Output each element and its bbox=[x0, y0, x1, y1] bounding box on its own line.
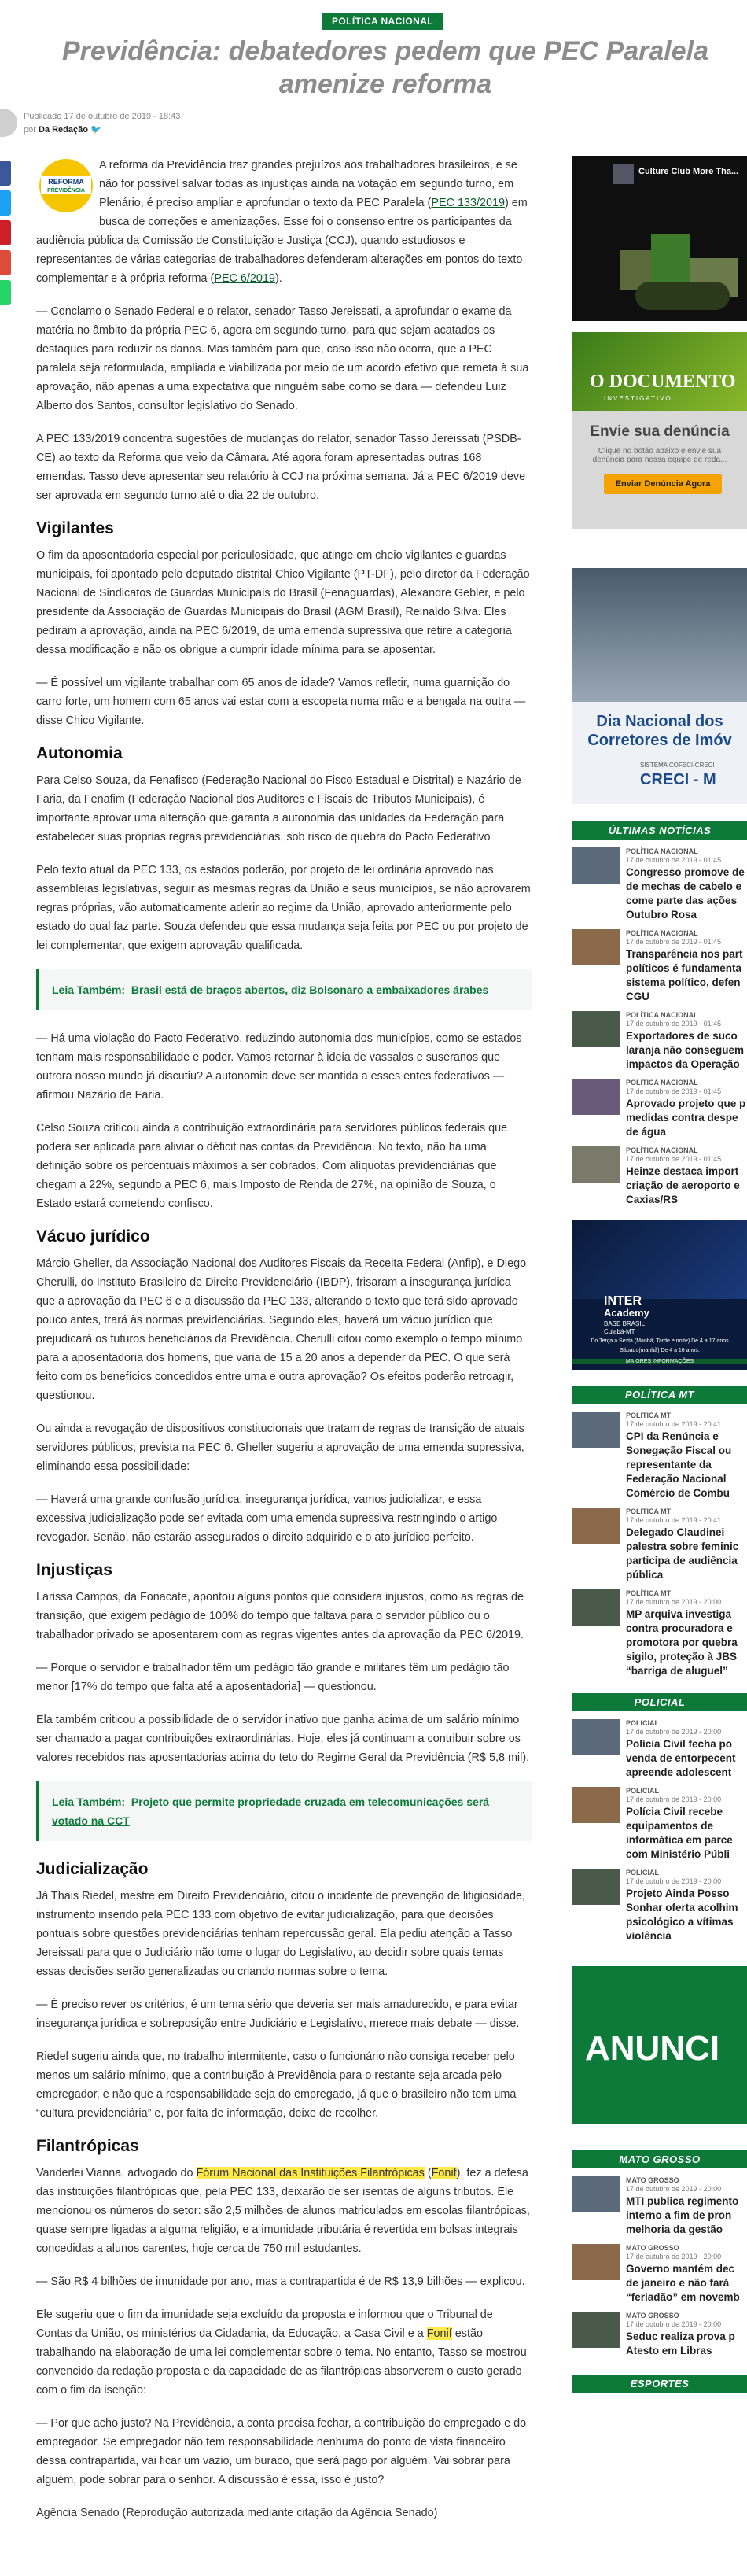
news-headline[interactable]: sigilo, proteção à JBS bbox=[626, 1651, 738, 1663]
highlight-fonif-name: Fórum Nacional das Instituições Filantrópicas bbox=[196, 2167, 425, 2179]
news-headline[interactable]: de janeiro e não fará bbox=[626, 2277, 730, 2289]
text: Vanderlei Vianna, advogado do bbox=[36, 2167, 197, 2179]
news-thumbnail[interactable] bbox=[572, 1146, 620, 1183]
news-headline[interactable]: Sonegação Fiscal ou bbox=[626, 1445, 732, 1456]
news-thumbnail[interactable] bbox=[572, 929, 620, 965]
highlight-fonif: Fonif bbox=[431, 2167, 457, 2179]
paragraph: Larissa Campos, da Fonacate, apontou alguns pontos que considera injustos, como as regras de transição, que exigem pedágio de 100% do tempo que faltava para o servidor público ou o trabalhador privado se aposentarem com as regras vigentes antes da aprovação da PEC 6/2019. bbox=[36, 1591, 524, 1641]
news-headline[interactable]: Heinze destaca import bbox=[626, 1165, 739, 1177]
highlight-fonif: Fonif bbox=[426, 2327, 452, 2340]
creci-ad[interactable] bbox=[572, 568, 747, 804]
paragraph: — Conclamo o Senado Federal e o relator, senador Tasso Jereissati, a aprofundar o exame da matéria no âmbito da própria PEC 6, agora em segundo turno, para que sejam acatados os destaques para reduzir os danos. Mas também para que, caso isso não ocorra, que a PEC paralela seja reformulada, ampliada e viabilizada por meio de um acordo efetivo que remeta à sua aprovação, não apenas a uma expectativa que ninguém sabe como se dará — defendeu Luiz Alberto dos Santos, consultor legislativo do Senado. bbox=[36, 305, 529, 412]
news-headline[interactable]: contra procuradora e bbox=[626, 1622, 733, 1634]
ad-base: BASE BRASIL bbox=[604, 1320, 646, 1327]
news-thumbnail[interactable] bbox=[572, 1011, 620, 1047]
paragraph: Já Thais Riedel, mestre em Direito Previdenciário, citou o incidente de prevenção de litigiosidade, instrumento inserido pela PEC 133 com objetivo de evitar judicialização, para que decisões pontuais sobre questões previdenciárias tenham repercussão geral. Ela pediu atenção a Tasso Jereissati para que o Judiciário não tome o lugar do Legislativo, ao decidir sobre quais temas essas decisões serão generalizadas ou criando normas sobre o tema. bbox=[36, 1890, 526, 1978]
publish-date: Publicado 17 de outubro de 2019 - 18:43 bbox=[24, 111, 181, 121]
news-headline[interactable]: criação de aeroporto e bbox=[626, 1179, 740, 1191]
channel-name: Culture Club More Tha... bbox=[638, 167, 739, 176]
news-item[interactable] bbox=[572, 2176, 747, 2236]
news-headline[interactable]: come parte das ações bbox=[626, 895, 738, 906]
news-meta bbox=[626, 1589, 738, 1677]
article-body bbox=[36, 156, 532, 2537]
paragraph: O fim da aposentadoria especial por periculosidade, que atinge em cheio vigilantes e guardas municipais, foi apontado pelo deputado distrital Chico Vigilante (PT-DF), pelo diretor da Federação Nacional de Sindicatos de Guardas Municipais do Brasil (Fenaguardas), Alexandre Gebler, e pelo presidente da Associação de Guardas Municipais do Brasil (AGM Brasil), Reinaldo Silva. Eles pediram a aprovação, ainda na PEC 6/2019, de uma emenda supressiva que retire a categoria dessa modificação e não os obrigue a cumprir idade mínima para se aposentar. bbox=[36, 549, 530, 656]
svg-text:PREVIDÊNCIA: PREVIDÊNCIA bbox=[47, 188, 85, 194]
ad-title: Envie sua denúncia bbox=[590, 423, 730, 440]
news-headline[interactable]: de água bbox=[626, 1126, 667, 1138]
read-also-link[interactable]: Brasil está de braços abertos, diz Bolsonaro a embaixadores árabes bbox=[131, 984, 489, 996]
news-item[interactable] bbox=[572, 1787, 747, 1861]
byline-prefix: por bbox=[24, 124, 36, 135]
news-headline[interactable]: Transparência nos part bbox=[626, 948, 743, 960]
pec-133-link[interactable]: PEC 133/2019 bbox=[431, 197, 505, 209]
news-thumbnail[interactable] bbox=[572, 2312, 620, 2348]
news-meta bbox=[626, 2312, 735, 2357]
source-credit: Agência Senado (Reprodução autorizada mediante citação da Agência Senado) bbox=[36, 2507, 438, 2519]
news-thumbnail[interactable] bbox=[572, 1787, 620, 1823]
news-meta bbox=[626, 929, 743, 1003]
news-category: POLÍTICA NACIONAL bbox=[626, 929, 698, 937]
whatsapp-share-icon[interactable] bbox=[0, 280, 11, 305]
news-headline[interactable]: apreende adolescent bbox=[626, 1766, 732, 1778]
news-item[interactable] bbox=[572, 1589, 747, 1677]
latest-news-header: ÚLTIMAS NOTÍCIAS bbox=[572, 821, 747, 840]
news-date: 17 de outubro de 2019 - 20:00 bbox=[626, 2253, 722, 2260]
news-meta bbox=[626, 1079, 745, 1139]
latest-news-list bbox=[572, 847, 747, 1206]
pinterest-share-icon[interactable] bbox=[0, 220, 11, 245]
news-headline[interactable]: com Ministério Públi bbox=[626, 1848, 730, 1860]
ad-title: INTER bbox=[604, 1294, 642, 1308]
news-headline[interactable]: medidas contra despe bbox=[626, 1112, 738, 1124]
news-item[interactable] bbox=[572, 2244, 747, 2304]
news-meta bbox=[626, 1787, 733, 1861]
ad-schedule: Do Terça a Sexta (Manhã, Tarde e noite) De 4 a 17 anos bbox=[591, 1338, 729, 1344]
ad-line-1: Dia Nacional dos bbox=[596, 713, 723, 730]
ad-schedule-2: Sábado(manhã) De 4 a 16 anos. bbox=[620, 1348, 700, 1353]
paragraph: Ela também criticou a possibilidade de o servidor inativo que ganha acima de um salário mínimo ser chamado a pagar contribuições extraordinárias. Hoje, eles já continuam a contribuir sobre os valores recebidos nas aposentadorias acima do teto do Regime Geral da Previdência (R$ 5,8 mil). bbox=[36, 1714, 530, 1764]
news-thumbnail[interactable] bbox=[572, 2176, 620, 2212]
twitter-icon[interactable]: 🐦 bbox=[90, 124, 101, 135]
text: ), fez a defesa das instituições filantrópicas que, pela PEC 133, deixarão de ser isentas de alguns tributos. Ele mencionou os números do setor: são 2,5 milhões de alunos matriculados em escolas filantrópicas, quase sempre ligadas a alguma religião, e a imunidade tributária é revertida em bolsas integrais concedidas a alunos carentes, hoje cerca de 750 mil estudantes. bbox=[36, 2167, 530, 2255]
play-icon[interactable] bbox=[635, 282, 730, 310]
news-item[interactable] bbox=[572, 1719, 747, 1779]
author-name[interactable]: Da Redação bbox=[38, 124, 88, 135]
news-headline[interactable]: Aprovado projeto que p bbox=[626, 1098, 746, 1109]
svg-text:REFORMA: REFORMA bbox=[48, 178, 84, 186]
inter-academy-ad[interactable] bbox=[572, 1220, 747, 1370]
esportes-header: ESPORTES bbox=[572, 2375, 747, 2393]
facebook-share-icon[interactable] bbox=[0, 161, 11, 186]
news-date: 17 de outubro de 2019 - 20:00 bbox=[626, 1795, 722, 1803]
news-item[interactable] bbox=[572, 1869, 747, 1943]
news-item[interactable] bbox=[572, 2312, 747, 2357]
news-date: 17 de outubro de 2019 - 20:00 bbox=[626, 2320, 722, 2328]
paragraph: — Por que acho justo? Na Previdência, a conta precisa fechar, a contribuição do empregado e do empregador. Se empregador não tem responsabilidade nenhuma do ponto de vista financeiro dessa contrapartida, vai ficar um vazio, um buraco, que será pago por alguém. Vai sobrar para alguém, pode sobrar para o senhor. A discussão é essa, isso é justo? bbox=[36, 2417, 527, 2486]
google-share-icon[interactable] bbox=[0, 250, 11, 275]
news-item[interactable] bbox=[572, 1146, 747, 1206]
news-meta bbox=[626, 1869, 738, 1943]
news-category: POLICIAL bbox=[626, 1787, 659, 1795]
news-headline[interactable]: políticos é fundamenta bbox=[626, 962, 742, 974]
pec-6-link[interactable]: PEC 6/2019 bbox=[214, 272, 275, 285]
news-headline[interactable]: violência bbox=[626, 1930, 672, 1942]
ad-sub: SISTEMA COFECI-CRECI bbox=[640, 762, 715, 769]
sidebar bbox=[572, 156, 747, 2393]
news-category: POLICIAL bbox=[626, 1719, 659, 1727]
news-thumbnail[interactable] bbox=[572, 1589, 620, 1626]
news-category: POLICIAL bbox=[626, 1869, 659, 1877]
news-headline[interactable]: MP arquiva investiga bbox=[626, 1608, 732, 1620]
news-headline[interactable]: palestra sobre feminic bbox=[626, 1541, 739, 1552]
intro-text-3: ). bbox=[274, 272, 282, 285]
news-category: MATO GROSSO bbox=[626, 2312, 679, 2320]
news-date: 17 de outubro de 2019 - 01:45 bbox=[626, 856, 722, 864]
intro-text-1: A reforma da Previdência traz grandes prejuízos aos trabalhadores brasileiros, e se não for possível salvar todas as injustiças ainda na votação em segundo turno, em Plenário, é preciso ampliar e aprofundar o texto da PEC Paralela ( bbox=[99, 159, 517, 209]
news-headline[interactable]: Polícia Civil recebe bbox=[626, 1806, 723, 1818]
reforma-logo bbox=[36, 156, 96, 216]
paragraph: — É preciso rever os critérios, é um tema sério que deveria ser mais amadurecido, e para evitar insegurança jurídica e sobreposição entre Judiciário e Legislativo, merece mais debate — disse. bbox=[36, 1998, 520, 2030]
channel-avatar bbox=[613, 164, 634, 184]
intro-paragraph bbox=[36, 156, 532, 288]
text: Ele sugeriu que o fim da imunidade seja excluído da proposta e informou que o Tribunal de Contas da União, os ministérios da Cidadania, da Educação, a Casa Civil e a bbox=[36, 2308, 493, 2340]
news-headline[interactable]: equipamentos de bbox=[626, 1820, 714, 1832]
ad-sub: Academy bbox=[604, 1307, 649, 1319]
section-heading-autonomia: Autonomia bbox=[36, 744, 123, 762]
politica-mt-header: POLÍTICA MT bbox=[572, 1386, 747, 1404]
share-bar bbox=[0, 161, 11, 310]
news-headline[interactable]: Sonhar oferta acolhim bbox=[626, 1902, 738, 1914]
video-ad[interactable] bbox=[572, 156, 747, 321]
read-also-box bbox=[36, 1781, 532, 1841]
news-meta bbox=[626, 1719, 736, 1779]
news-category: POLÍTICA MT bbox=[626, 1412, 672, 1419]
ad-place: Cuiabá-MT bbox=[604, 1328, 635, 1335]
paragraph bbox=[36, 2164, 532, 2258]
news-meta bbox=[626, 2244, 740, 2304]
news-headline[interactable]: melhoria da gestão bbox=[626, 2224, 723, 2235]
twitter-share-icon[interactable] bbox=[0, 190, 11, 216]
byline bbox=[24, 124, 180, 135]
text: ( bbox=[424, 2167, 432, 2179]
news-headline[interactable]: sistema político, defen bbox=[626, 976, 741, 988]
news-category: MATO GROSSO bbox=[626, 2244, 679, 2252]
intro-text-2: ) em busca de correções e amenizações. Esse foi o consenso entre os participantes da audiência pública da Comissão de Constituição e Justiça (CCJ), quando estudiosos e representantes de várias categorias de trabalhadores defenderam alterações em pontos do texto complementar e à própria reforma ( bbox=[36, 197, 528, 285]
news-date: 17 de outubro de 2019 - 20:00 bbox=[626, 1877, 722, 1885]
news-headline[interactable]: de mechas de cabelo e bbox=[626, 880, 742, 892]
news-item[interactable] bbox=[572, 929, 747, 1003]
paragraph: Márcio Gheller, da Associação Nacional dos Auditores Fiscais da Receita Federal (Anfip), e Diego Cherulli, do Instituto Brasileiro de Direito Previdenciário (IBDP), frisaram a insegurança jurídica que a aprovação da PEC 6 e a discussão da PEC 133, alterando o texto que terá sido aprovado pouco antes, trará às normas previdenciárias. Segundo eles, haverá um vácuo jurídico que prejudicará os futuros beneficiários da Previdência. Cherulli citou como exemplo o tempo mínimo para a aposentadoria dos homens, que varia de 15 a 20 anos a depender da PEC. O que será feito com os benefícios concedidos entre uma e outra aprovação? Os efeitos poderão retroagir, questionou. bbox=[36, 1257, 527, 1402]
category-badge[interactable]: POLÍTICA NACIONAL bbox=[322, 13, 443, 30]
news-thumbnail[interactable] bbox=[572, 1079, 620, 1115]
anuncie-ad[interactable] bbox=[572, 1966, 747, 2124]
ad-text: ANUNCI bbox=[585, 2029, 720, 2068]
news-headline[interactable]: promotora por quebra bbox=[626, 1637, 738, 1648]
news-thumbnail[interactable] bbox=[572, 1508, 620, 1544]
paragraph: Pelo texto atual da PEC 133, os estados poderão, por projeto de lei ordinária aprovado nas assembleias legislativas, seguir as mesmas regras da União e seus municípios, se não aprovarem regras próprias, vão automaticamente aderir ao regime da União, aprovado anteriormente pelo estado do qual faz parte. Souza defendeu que essa mudança seja feita por PEC ou por projeto de lei complementar, que exigem aprovação qualificada. bbox=[36, 864, 531, 952]
paragraph: Celso Souza criticou ainda a contribuição extraordinária para servidores públicos federais que poderá ser aplicada para aliviar o déficit nas contas da Previdência. No texto, não há uma definição sobre os percentuais máximos a ser cobrados. Com alíquotas previdenciárias que chegam a 22%, segundo a PEC 6, mais Imposto de Renda de 27%, na opinião de Souza, o Estado estará cometendo confisco. bbox=[36, 1122, 508, 1210]
section-heading-filantropicas: Filantrópicas bbox=[36, 2137, 139, 2155]
ad-info: MAIORES INFORMAÇÕES bbox=[572, 1359, 747, 1364]
ad-photo bbox=[572, 1220, 747, 1299]
send-denuncia-button[interactable]: Enviar Denúncia Agora bbox=[604, 474, 722, 494]
news-meta bbox=[626, 1508, 738, 1581]
news-category: POLÍTICA NACIONAL bbox=[626, 1011, 698, 1019]
news-headline[interactable]: Exportadores de suco bbox=[626, 1030, 738, 1042]
denuncia-ad[interactable] bbox=[572, 332, 747, 529]
news-headline[interactable]: impactos da Operação bbox=[626, 1058, 740, 1070]
news-headline[interactable]: Comércio de Combu bbox=[626, 1487, 730, 1499]
article-title: Previdência: debatedores pedem que PEC Paralela amenize reforma bbox=[62, 36, 708, 99]
news-headline[interactable]: psicológico a vítimas bbox=[626, 1916, 734, 1928]
article-meta bbox=[0, 109, 180, 137]
mato-grosso-list bbox=[572, 2176, 747, 2357]
news-meta bbox=[626, 1146, 740, 1206]
news-headline[interactable]: Governo mantém dec bbox=[626, 2263, 735, 2275]
news-item[interactable] bbox=[572, 1079, 747, 1139]
politica-mt-list bbox=[572, 1412, 747, 1677]
ad-line-2: Corretores de Imóv bbox=[587, 732, 732, 749]
news-headline[interactable]: interno a fim de pron bbox=[626, 2209, 732, 2221]
read-also-label: Leia Também: bbox=[52, 1795, 126, 1808]
news-category: MATO GROSSO bbox=[626, 2176, 679, 2184]
paragraph: — Porque o servidor e trabalhador têm um pedágio tão grande e militares têm um pedágio tão menor [17% do tempo que falta até a aposentadoria] — questionou. bbox=[36, 1662, 510, 1693]
author-avatar bbox=[0, 109, 17, 137]
news-headline[interactable]: CPI da Renúncia e bbox=[626, 1430, 719, 1442]
policial-header: POLICIAL bbox=[572, 1693, 747, 1711]
read-also-link[interactable]: Projeto que permite propriedade cruzada em telecomunicações será votado na CCT bbox=[52, 1795, 490, 1827]
news-headline[interactable]: pública bbox=[626, 1569, 664, 1581]
news-item[interactable] bbox=[572, 1412, 747, 1500]
news-thumbnail[interactable] bbox=[572, 2244, 620, 2280]
news-date: 17 de outubro de 2019 - 01:45 bbox=[626, 938, 722, 946]
news-headline[interactable]: Caxias/RS bbox=[626, 1194, 679, 1205]
news-headline[interactable]: venda de entorpecent bbox=[626, 1752, 736, 1764]
news-headline[interactable]: “barriga de aluguel” bbox=[626, 1665, 728, 1677]
text: estão trabalhando na elaboração de uma lei complementar sobre o tema. No entanto, Tasso se mostrou convencido da redação proposta e da capacidade de as filantrópicas absorverem o custo gerado com o fim da isenção: bbox=[36, 2327, 527, 2397]
news-headline[interactable]: participa de audiência bbox=[626, 1555, 738, 1567]
news-date: 17 de outubro de 2019 - 01:45 bbox=[626, 1155, 722, 1163]
section-heading-vigilantes: Vigilantes bbox=[36, 519, 114, 537]
news-item[interactable] bbox=[572, 1508, 747, 1581]
news-date: 17 de outubro de 2019 - 20:41 bbox=[626, 1516, 722, 1524]
news-item[interactable] bbox=[572, 1011, 747, 1071]
news-category: POLÍTICA NACIONAL bbox=[626, 1146, 698, 1154]
news-headline[interactable]: laranja não conseguem bbox=[626, 1044, 745, 1056]
news-thumbnail[interactable] bbox=[572, 1719, 620, 1755]
news-date: 17 de outubro de 2019 - 20:00 bbox=[626, 1598, 722, 1606]
mato-grosso-header: MATO GROSSO bbox=[572, 2150, 747, 2168]
news-headline[interactable]: representante da bbox=[626, 1459, 712, 1471]
news-date: 17 de outubro de 2019 - 01:45 bbox=[626, 1020, 722, 1028]
news-category: POLÍTICA NACIONAL bbox=[626, 1079, 698, 1087]
news-category: POLÍTICA NACIONAL bbox=[626, 847, 698, 855]
news-headline[interactable]: Polícia Civil fecha po bbox=[626, 1738, 733, 1750]
paragraph: — É possível um vigilante trabalhar com 65 anos de idade? Vamos refletir, numa guarnição do carro forte, um homem com 65 anos vai estar com a escopeta numa mão e a bengala na outra — disse Chico Vigilante. bbox=[36, 677, 526, 727]
section-heading-vacuo: Vácuo jurídico bbox=[36, 1227, 150, 1246]
news-date: 17 de outubro de 2019 - 20:00 bbox=[626, 2185, 722, 2193]
news-meta bbox=[626, 1011, 744, 1071]
news-meta bbox=[626, 847, 745, 921]
news-headline[interactable]: Seduc realiza prova p bbox=[626, 2331, 735, 2342]
news-meta bbox=[626, 2176, 738, 2236]
paragraph: Para Celso Souza, da Fenafisco (Federação Nacional do Fisco Estadual e Distrital) e Nazário de Faria, da Fenafim (Federação Nacional dos Auditores e Fiscais de Tributos Municipais), é importante aprovar uma alteração que garanta a autonomia das unidades da Federação para estabelecer suas próprias regras previdenciárias, sob risco de quebra do Pacto Federativo bbox=[36, 774, 521, 843]
news-headline[interactable]: Federação Nacional bbox=[626, 1473, 727, 1485]
news-headline[interactable]: Delegado Claudinei bbox=[626, 1526, 725, 1538]
news-item[interactable] bbox=[572, 847, 747, 921]
paragraph: — São R$ 4 bilhões de imunidade por ano, mas a contrapartida é de R$ 13,9 bilhões — explicou. bbox=[36, 2275, 525, 2288]
paragraph bbox=[36, 2305, 532, 2400]
news-headline[interactable]: Atesto em Libras bbox=[626, 2345, 712, 2356]
ad-brand: O DOCUMENTO bbox=[590, 371, 736, 392]
ad-photo bbox=[572, 568, 747, 702]
news-headline[interactable]: “feriadão” em novemb bbox=[626, 2291, 740, 2303]
news-headline[interactable]: informática em parce bbox=[626, 1834, 733, 1846]
news-headline[interactable]: Congresso promove de bbox=[626, 866, 745, 878]
news-category: POLÍTICA MT bbox=[626, 1508, 672, 1515]
paragraph: A PEC 133/2019 concentra sugestões de mudanças do relator, senador Tasso Jereissati (PSDB-CE) ao texto da Reforma que veio da Câmara. Até agora foram apresentadas outras 168 emendas. Tasso deve apresentar seu relatório à CCJ na próxima semana. Já a PEC 6/2019 deve ser aprovada em segundo turno até o dia 22 de outubro. bbox=[36, 433, 526, 502]
news-category: POLÍTICA MT bbox=[626, 1589, 672, 1597]
news-thumbnail[interactable] bbox=[572, 1412, 620, 1448]
ad-text: Clique no botão abaixo e envie sua denúncia para nossa equipe de reda... bbox=[592, 447, 727, 464]
paragraph: — Há uma violação do Pacto Federativo, reduzindo autonomia dos municípios, como se estados tenham mais responsabilidade e poder. Vamos retornar à ideia de vassalos e suseranos que outrora nosso mundo já discutiu? A autonomia deve ser mantida a esses entes federativos — afirmou Nazário de Faria. bbox=[36, 1032, 522, 1102]
news-date: 17 de outubro de 2019 - 01:45 bbox=[626, 1087, 722, 1095]
news-headline[interactable]: Outubro Rosa bbox=[626, 909, 697, 921]
paragraph: — Haverá uma grande confusão jurídica, insegurança jurídica, vamos judicializar, e essa excessiva judicialização pode ser evitada com uma emenda supressiva restringindo o artigo revogador. Senão, não estarão assegurados o direito adquirido e o ato jurídico perfeito. bbox=[36, 1493, 498, 1544]
news-date: 17 de outubro de 2019 - 20:00 bbox=[626, 1728, 722, 1736]
news-meta bbox=[626, 1412, 731, 1500]
ad-brand: CRECI - M bbox=[640, 771, 716, 788]
read-also-label: Leia Também: bbox=[52, 984, 126, 996]
news-headline[interactable]: MTI publica regimento bbox=[626, 2195, 739, 2207]
news-thumbnail[interactable] bbox=[572, 1869, 620, 1905]
news-headline[interactable]: CGU bbox=[626, 991, 649, 1002]
paragraph: Ou ainda a revogação de dispositivos constitucionais que tratam de regras de transição de atuais servidores públicos, prevista na PEC 6. Gheller sugeriu a aprovação de uma emenda supressiva, eliminando essa possibilidade: bbox=[36, 1423, 524, 1473]
policial-list bbox=[572, 1719, 747, 1943]
news-headline[interactable]: Projeto Ainda Posso bbox=[626, 1888, 730, 1899]
read-also-box bbox=[36, 969, 532, 1010]
news-date: 17 de outubro de 2019 - 20:41 bbox=[626, 1420, 722, 1428]
ad-brand-sub: INVESTIGATIVO bbox=[604, 395, 672, 402]
news-thumbnail[interactable] bbox=[572, 847, 620, 884]
paragraph: Riedel sugeriu ainda que, no trabalho intermitente, caso o funcionário não consiga receber pelo menos um salário mínimo, que a contribuição à Previdência para o restante seja arcada pelo empregador, e não que a responsabilidade seja do empregado, já que o brasileiro não tem uma “cultura previdenciária” e, por falta de informação, deixe de recolher. bbox=[36, 2050, 517, 2120]
section-heading-injusticas: Injustiças bbox=[36, 1561, 112, 1579]
section-heading-judicializacao: Judicialização bbox=[36, 1860, 149, 1878]
